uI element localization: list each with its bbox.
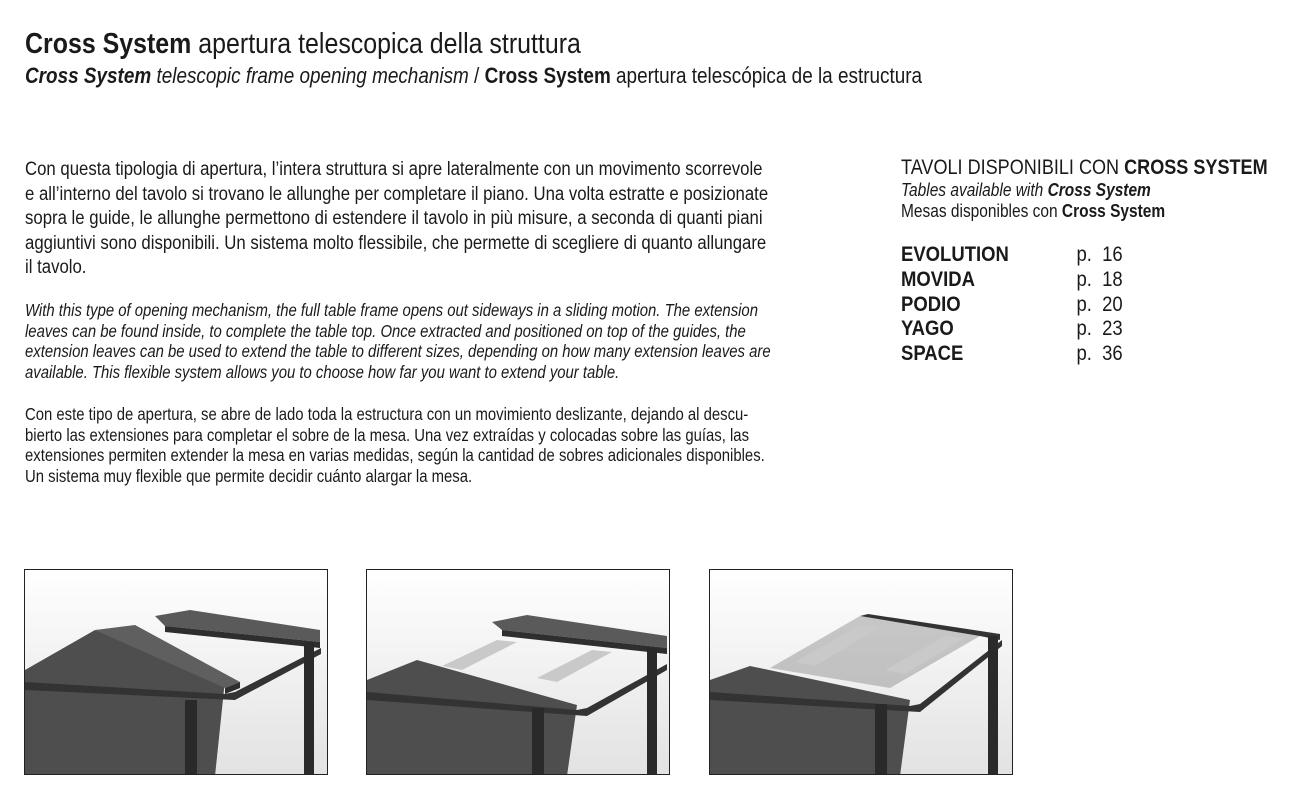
table-list-item: [901, 242, 1245, 267]
table-page: p. 16: [1076, 242, 1123, 266]
photo-leaves-on-frame: [24, 569, 328, 775]
subtitle-es-rest: apertura telescópica de la estructura: [610, 63, 923, 88]
subtitle-separator: /: [468, 63, 485, 88]
italian-line: il tavolo.: [25, 256, 87, 279]
english-paragraph: [25, 300, 846, 382]
italian-line: sopra le guide, le allunghe permettono di estendere il tavolo in più misure, a seconda di quanti piani: [25, 207, 763, 230]
table-name: YAGO: [901, 316, 954, 341]
subtitle-es-bold: Cross System: [484, 63, 611, 88]
spanish-line: bierto las extensiones para completar el sobre de la mesa. Una vez extraídas y colocadas sobre las guías, las: [25, 424, 750, 445]
title-bold: Cross System: [25, 28, 192, 60]
english-line: leaves can be found inside, to complete the table top. Once extracted and positioned on top of the guides, the: [25, 320, 746, 341]
table-list-item: [901, 316, 1245, 341]
table-page: p. 36: [1076, 341, 1123, 366]
sidebar-heading-es: [901, 201, 1245, 222]
table-name: PODIO: [901, 291, 961, 316]
table-list-item: [901, 341, 1245, 366]
table-name: MOVIDA: [901, 266, 975, 291]
sidebar-heading-en-bold: Cross System: [1047, 180, 1151, 200]
italian-line: e all’interno del tavolo si trovano le allunghe per completare il piano. Una volta estratte e posizionate: [25, 182, 769, 205]
table-illustration: [25, 570, 328, 775]
sidebar-heading-it-bold: CROSS SYSTEM: [1124, 156, 1268, 179]
table-list-item: [901, 267, 1245, 292]
sidebar-heading-es-bold: Cross System: [1061, 201, 1166, 221]
sidebar-heading-en-plain: Tables available with: [901, 180, 1048, 200]
photo-frame-extended: [709, 569, 1013, 775]
sidebar-heading-es-plain: Mesas disponibles con: [901, 201, 1062, 221]
table-name: SPACE: [901, 341, 964, 366]
sidebar-heading-it: [901, 156, 1268, 180]
sidebar-heading-it-plain: TAVOLI DISPONIBILI CON: [901, 156, 1125, 179]
english-line: extension leaves can be used to extend the table to different sizes, depending on how many extension leaves are: [25, 341, 771, 362]
spanish-line: Un sistema muy flexible que permite decidir cuánto alargar la mesa.: [25, 465, 473, 486]
page-title: [25, 26, 581, 62]
sidebar-heading-en: [901, 180, 1245, 201]
table-list-item: [901, 292, 1245, 317]
available-tables-panel: [901, 156, 1268, 366]
subtitle-en-rest: telescopic frame opening mechanism: [151, 63, 469, 88]
subtitle-en-bold: Cross System: [25, 63, 152, 88]
spanish-paragraph: [25, 404, 846, 486]
italian-paragraph: [25, 157, 846, 280]
table-illustration: [710, 570, 1013, 775]
spanish-line: Con este tipo de apertura, se abre de lado toda la estructura con un movimiento deslizante, dejando al descu-: [25, 404, 749, 424]
table-page: p. 18: [1076, 266, 1123, 291]
photo-frame-opening: [366, 569, 670, 775]
title-rest: apertura telescopica della struttura: [191, 28, 581, 60]
italian-line: aggiuntivi sono disponibili. Un sistema molto flessibile, che permette di scegliere di quanto allungare: [25, 231, 767, 254]
table-list: [901, 242, 1245, 366]
spanish-line: extensiones permiten extender la mesa en varias medidas, según la cantidad de sobres adicionales disponibles.: [25, 445, 765, 466]
table-page: p. 20: [1076, 291, 1123, 316]
italian-line: Con questa tipologia di apertura, l’intera struttura si apre lateralmente con un movimento scorrevole: [25, 158, 763, 180]
table-page: p. 23: [1076, 316, 1123, 341]
english-line: With this type of opening mechanism, the full table frame opens out sideways in a sliding motion. The extension: [25, 300, 758, 320]
english-line: available. This flexible system allows you to choose how far you want to extend your table.: [25, 361, 620, 382]
table-illustration: [367, 570, 670, 775]
table-name: EVOLUTION: [901, 242, 1009, 266]
page-subtitle: [25, 62, 922, 90]
